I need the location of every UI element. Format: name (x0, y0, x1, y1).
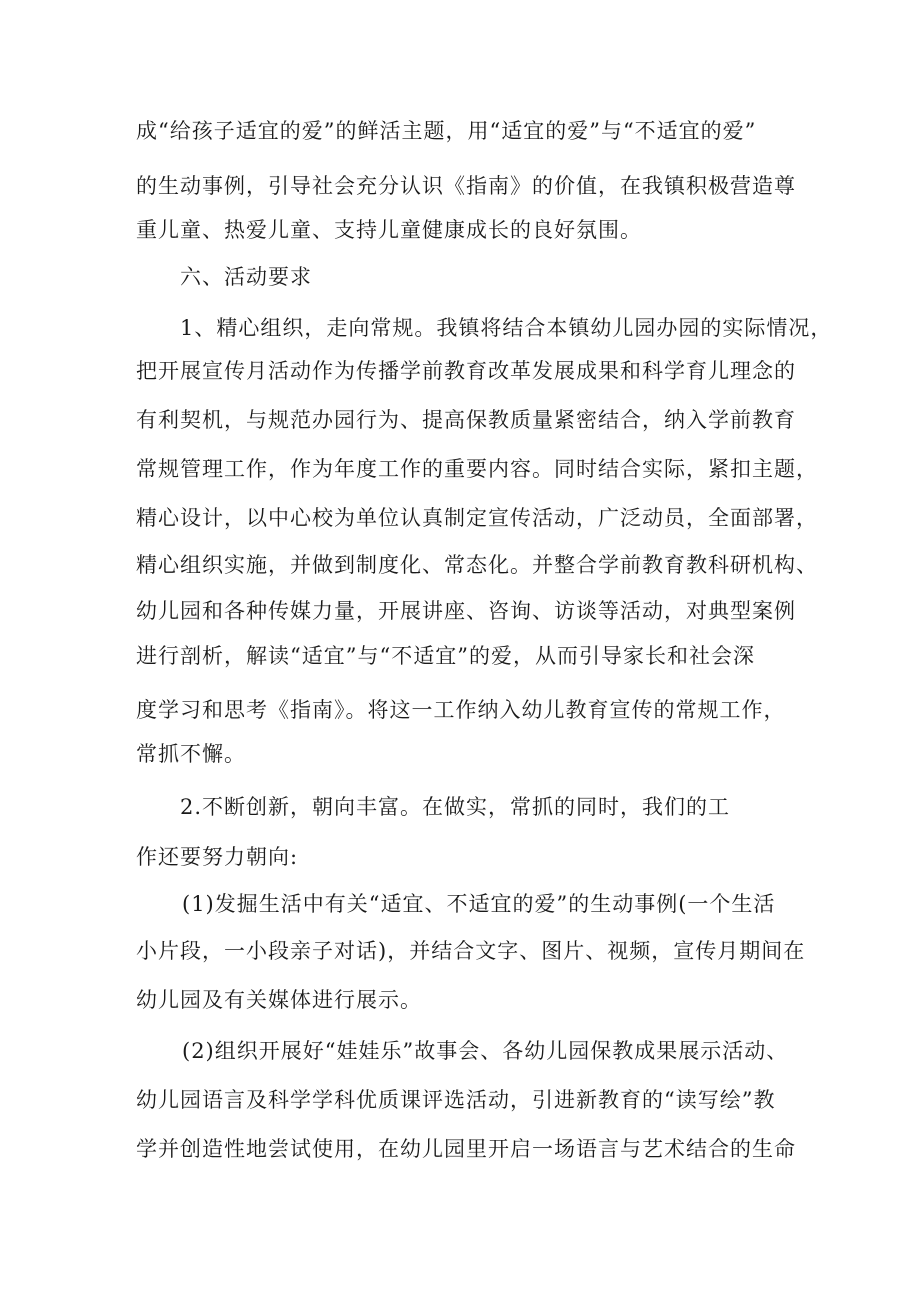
paragraph-line: 小片段，一小段亲子对话)，并结合文字、图片、视频，宣传月期间在 (136, 939, 806, 963)
paragraph-line: 把开展宣传月活动作为传播学前教育改革发展成果和科学育儿理念的 (136, 359, 796, 383)
paragraph-line: 成“给孩子适宜的爱”的鲜活主题，用“适宜的爱”与“不适宜的爱” (136, 119, 757, 143)
paragraph-line: 有利契机，与规范办园行为、提高保教质量紧密结合，纳入学前教育 (136, 408, 796, 432)
paragraph-line: 2.不断创新，朝向丰富。在做实，常抓的同时，我们的工 (180, 795, 731, 819)
paragraph-line: 度学习和思考《指南》。将这一工作纳入幼儿教育宣传的常规工作， (136, 698, 786, 722)
section-heading: 六、活动要求 (180, 265, 312, 289)
paragraph-line: 幼儿园及有关媒体进行展示。 (136, 988, 422, 1012)
paragraph-line: (1)发掘生活中有关“适宜、不适宜的爱”的生动事例(一个生活 (182, 892, 776, 916)
paragraph-line: 幼儿园和各种传媒力量，开展讲座、咨询、访谈等活动，对典型案例 (136, 599, 796, 623)
paragraph-line: (2)组织开展好“娃娃乐”故事会、各幼儿园保教成果展示活动、 (182, 1039, 789, 1063)
paragraph-line: 作还要努力朝向: (136, 845, 299, 869)
paragraph-line: 进行剖析，解读“适宜”与“不适宜”的爱，从而引导家长和社会深 (136, 644, 755, 668)
paragraph-line: 幼儿园语言及科学学科优质课评选活动，引进新教育的“读写绘”教 (136, 1088, 776, 1112)
paragraph-line: 精心组织实施，并做到制度化、常态化。并整合学前教育教科研机构、 (136, 553, 818, 577)
paragraph-line: 学并创造性地尝试使用，在幼儿园里开启一场语言与艺术结合的生命 (136, 1137, 796, 1161)
paragraph-line: 的生动事例，引导社会充分认识《指南》的价值，在我镇积极营造尊 (136, 174, 796, 198)
paragraph-line: 1、精心组织，走向常规。我镇将结合本镇幼儿园办园的实际情况， (180, 316, 833, 340)
paragraph-line: 常抓不懈。 (136, 742, 246, 766)
paragraph-line: 重儿童、热爱儿童、支持儿童健康成长的良好氛围。 (136, 218, 642, 242)
paragraph-line: 常规管理工作，作为年度工作的重要内容。同时结合实际，紧扣主题， (136, 457, 818, 481)
paragraph-line: 精心设计，以中心校为单位认真制定宣传活动，广泛动员，全面部署， (136, 506, 818, 530)
